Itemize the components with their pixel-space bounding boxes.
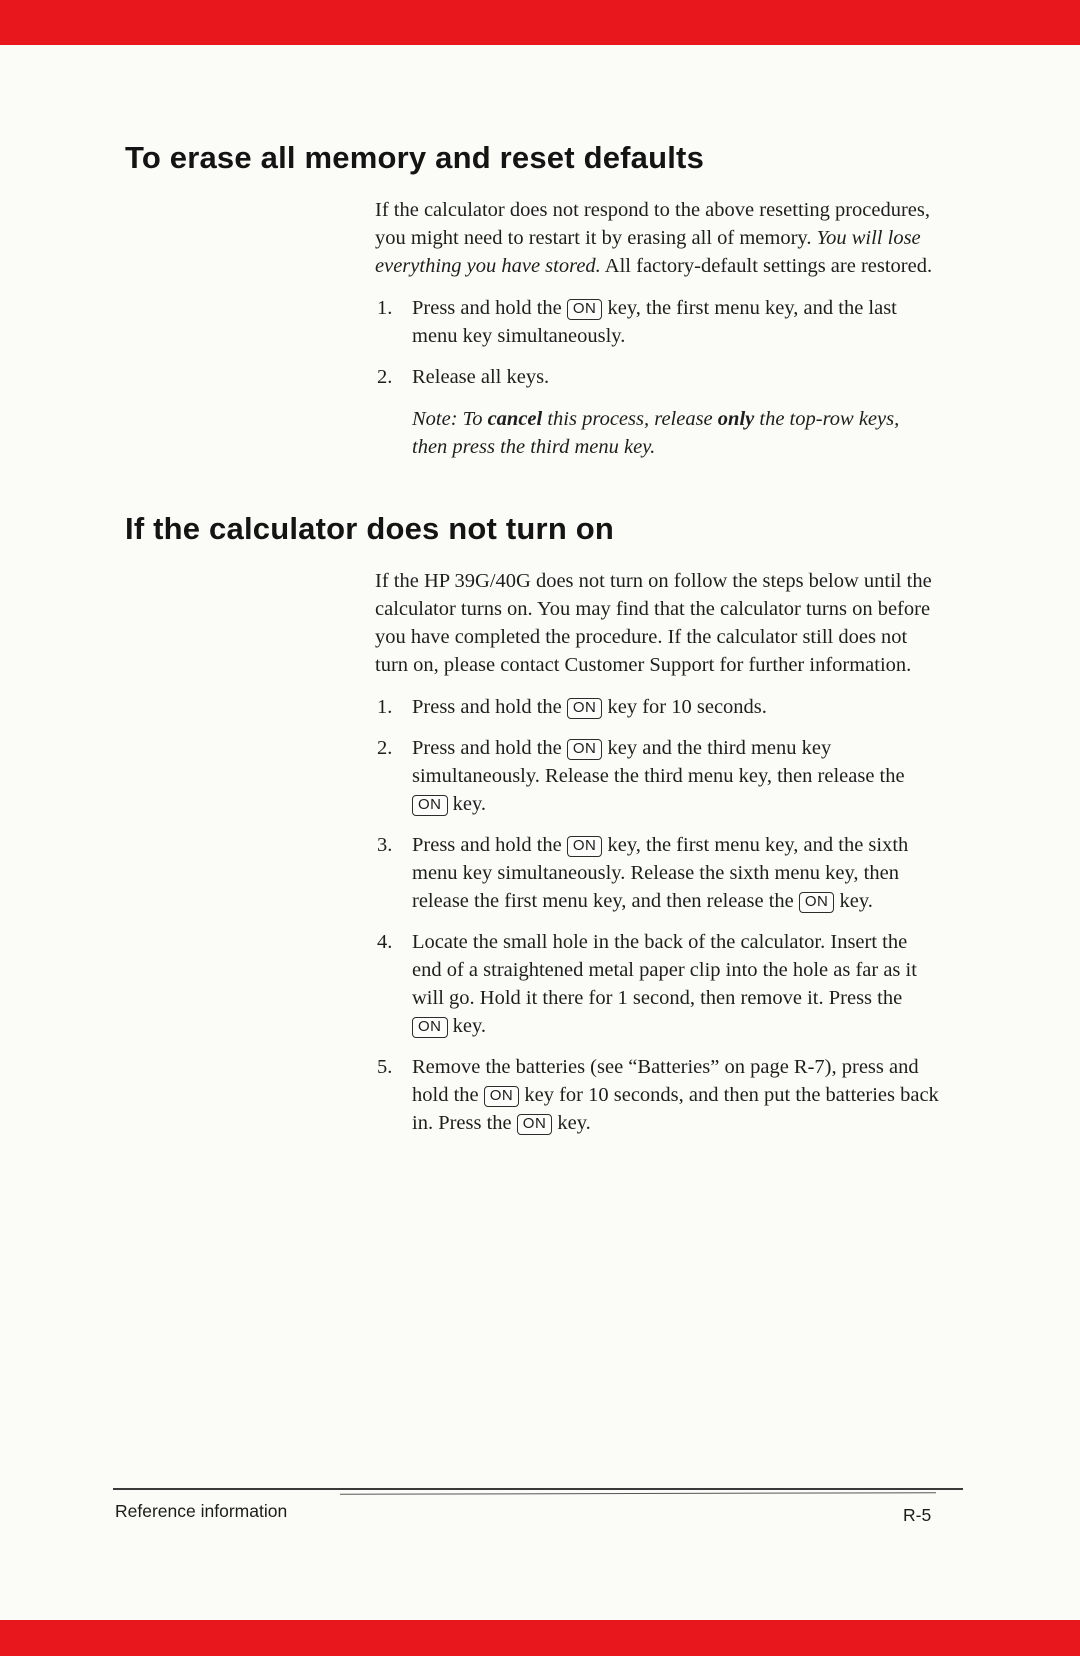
step-item <box>375 831 940 915</box>
step-number: 2. <box>377 366 393 388</box>
steps-list-erase-memory <box>375 294 940 391</box>
on-key: ON <box>567 299 603 320</box>
on-key: ON <box>517 1114 553 1135</box>
step-item <box>375 1053 940 1137</box>
step-item <box>375 363 940 391</box>
step-number: 2. <box>377 737 393 759</box>
section-body-erase-memory <box>375 196 940 461</box>
step-number: 1. <box>377 297 393 319</box>
step-number: 1. <box>377 696 393 718</box>
footer-page-number: R-5 <box>903 1505 932 1525</box>
steps-list-not-turn-on <box>375 693 940 1137</box>
page-content <box>0 45 1080 1151</box>
step-item <box>375 734 940 818</box>
on-key: ON <box>484 1086 520 1107</box>
step-text: Press and hold the ON key, the first menu key, and the sixth menu key simultaneously. Release the sixth menu key, then release the first menu key, and then release the ON key. <box>412 834 909 912</box>
section-heading-erase-memory: To erase all memory and reset defaults <box>125 140 705 175</box>
top-red-band <box>0 0 1080 45</box>
on-key: ON <box>567 836 603 857</box>
step-number: 5. <box>377 1056 393 1078</box>
cancel-note-paragraph: Note: To cancel this process, release only the top-row keys, then press the third menu key. <box>412 408 900 458</box>
step-number: 3. <box>377 834 393 856</box>
step-number: 4. <box>377 931 393 953</box>
intro-paragraph-erase-memory: If the calculator does not respond to the above resetting procedures, you might need to restart it by erasing all of memory. You will lose everything you have stored. All factory-default settings are restored. <box>375 199 933 277</box>
step-text: Press and hold the ON key for 10 seconds. <box>412 696 767 718</box>
footer-rule-secondary <box>340 1492 936 1495</box>
section-heading-not-turn-on: If the calculator does not turn on <box>125 511 615 546</box>
step-text: Press and hold the ON key and the third menu key simultaneously. Release the third menu key, then release the ON key. <box>412 737 905 815</box>
section-body-not-turn-on <box>375 567 940 1137</box>
on-key: ON <box>799 892 835 913</box>
step-text: Release all keys. <box>412 366 550 388</box>
step-text: Locate the small hole in the back of the calculator. Insert the end of a straightened metal paper clip into the hole as far as it will go. Hold it there for 1 second, then remove it. Press the ON key. <box>412 931 917 1037</box>
step-text: Remove the batteries (see “Batteries” on page R-7), press and hold the ON key for 10 seconds, and then put the batteries back in. Press the ON key. <box>412 1056 939 1134</box>
on-key: ON <box>567 698 603 719</box>
on-key: ON <box>412 1017 448 1038</box>
step-item <box>375 294 940 350</box>
bottom-red-band <box>0 1620 1080 1656</box>
footer-chapter-title: Reference information <box>115 1501 288 1521</box>
step-text: Press and hold the ON key, the first menu key, and the last menu key simultaneously. <box>412 297 897 347</box>
footer-rule <box>113 1488 963 1490</box>
intro-paragraph-not-turn-on: If the HP 39G/40G does not turn on follow the steps below until the calculator turns on. You may find that the calculator turns on before you have completed the procedure. If the calculator still does not turn on, please contact Customer Support for further information. <box>375 570 932 676</box>
on-key: ON <box>412 795 448 816</box>
step-item <box>375 693 940 721</box>
on-key: ON <box>567 739 603 760</box>
step-item <box>375 928 940 1040</box>
